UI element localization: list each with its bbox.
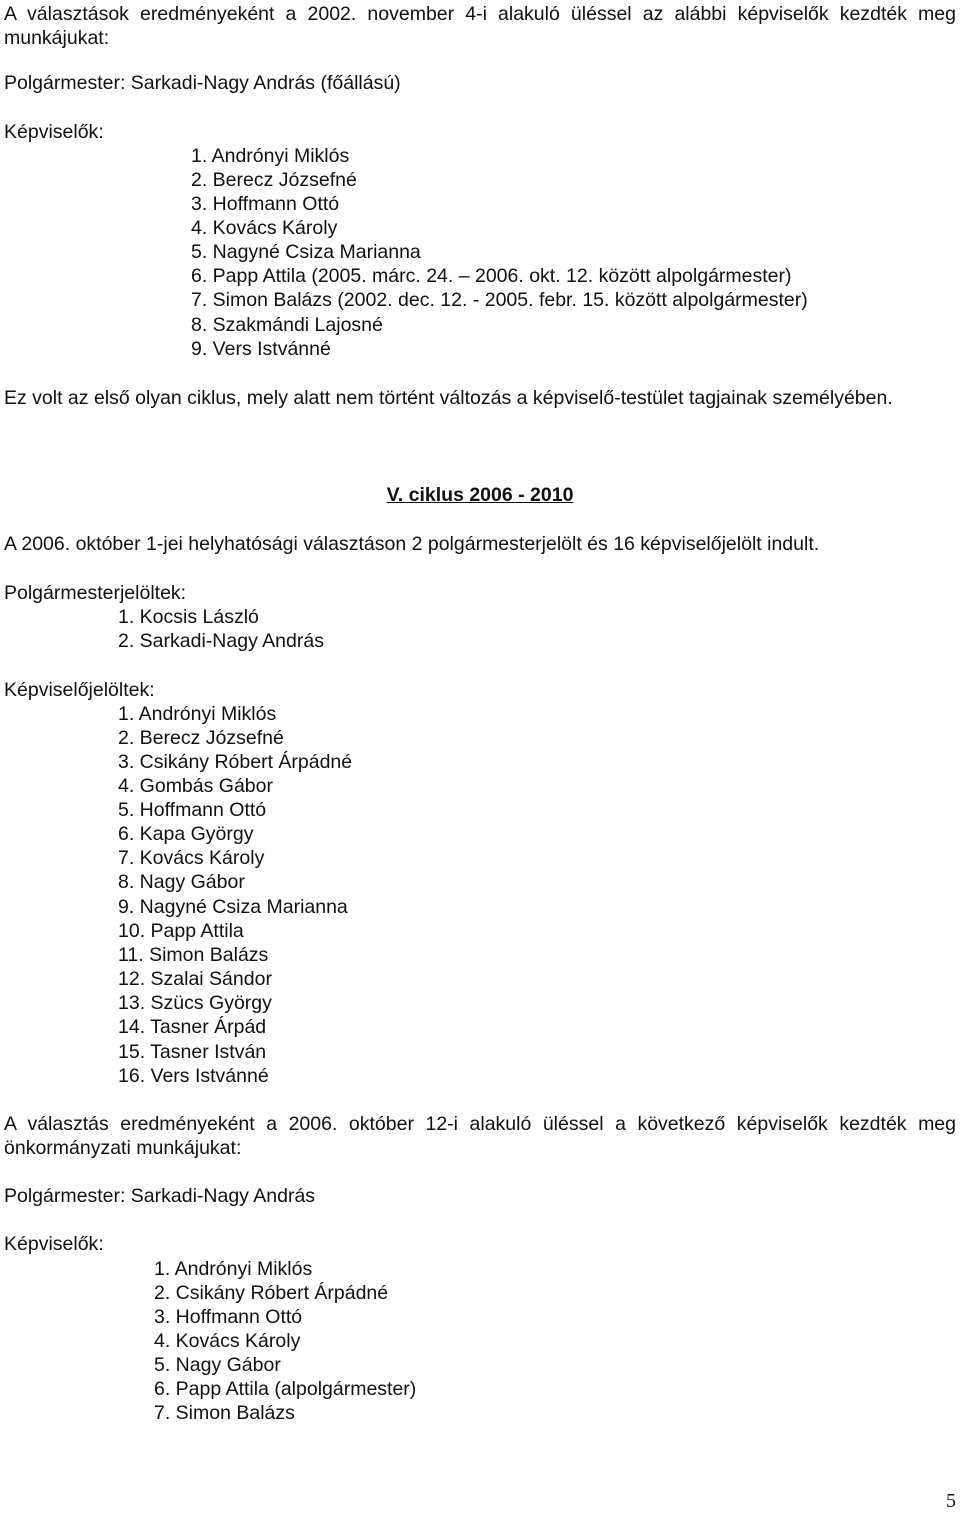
list-item: 3. Hoffmann Ottó <box>191 193 340 215</box>
list-item: 2. Berecz Józsefné <box>191 169 357 191</box>
list-item: 4. Kovács Károly <box>154 1330 301 1352</box>
election-text: A 2006. október 1-jei helyhatósági választáson 2 polgármesterjelölt és 16 képviselőjelölt indult. <box>4 533 820 555</box>
list-item: 6. Papp Attila (2005. márc. 24. – 2006. okt. 12. között alpolgármester) <box>191 265 792 287</box>
list-item: 5. Nagy Gábor <box>154 1354 281 1376</box>
list-item: 9. Vers Istvánné <box>191 338 331 360</box>
list-item: 4. Kovács Károly <box>191 217 338 239</box>
list-item: 5. Nagyné Csiza Marianna <box>191 241 421 263</box>
list-item: 8. Nagy Gábor <box>118 871 245 893</box>
list-item: 3. Csikány Róbert Árpádné <box>118 751 353 773</box>
rep-candidates-label: Képviselőjelöltek: <box>4 679 155 701</box>
list-item: 14. Tasner Árpád <box>118 1016 267 1038</box>
list-item: 10. Papp Attila <box>118 920 244 942</box>
list-item: 11. Simon Balázs <box>118 944 269 966</box>
list-item: 16. Vers Istvánné <box>118 1065 269 1087</box>
list-item: 1. Kocsis László <box>118 606 259 628</box>
list-item: 1. Andrónyi Miklós <box>118 703 277 725</box>
list-item: 15. Tasner István <box>118 1041 267 1063</box>
result-paragraph: A választás eredményeként a 2006. október 12-i alakuló üléssel a következő képviselők kezdték meg önkormányzati munkájukat: <box>4 1113 956 1159</box>
reps-label: Képviselők: <box>4 121 104 143</box>
section-title: V. ciklus 2006 - 2010 <box>386 484 574 506</box>
list-item: 7. Simon Balázs <box>154 1402 295 1424</box>
list-item: 8. Szakmándi Lajosné <box>191 314 383 336</box>
page-number: 5 <box>946 1490 956 1512</box>
list-item: 4. Gombás Gábor <box>118 775 273 797</box>
list-item: 3. Hoffmann Ottó <box>154 1306 303 1328</box>
list-item: 2. Berecz Józsefné <box>118 727 284 749</box>
list-item: 2. Csikány Róbert Árpádné <box>154 1282 389 1304</box>
list-item: 6. Kapa György <box>118 823 254 845</box>
list-item: 12. Szalai Sándor <box>118 968 272 990</box>
intro-paragraph: A választások eredményeként a 2002. november 4-i alakuló üléssel az alábbi képviselők kezdték meg munkájukat: <box>4 3 956 49</box>
note-paragraph: Ez volt az első olyan ciklus, mely alatt nem történt változás a képviselő-testület tagjainak személyében. <box>4 387 893 409</box>
list-item: 5. Hoffmann Ottó <box>118 799 267 821</box>
mayor-line: Polgármester: Sarkadi-Nagy András (főállású) <box>4 72 401 94</box>
mayor-candidates-label: Polgármesterjelöltek: <box>4 582 187 604</box>
list-item: 2. Sarkadi-Nagy András <box>118 630 324 652</box>
list-item: 9. Nagyné Csiza Marianna <box>118 896 348 918</box>
list-item: 7. Kovács Károly <box>118 847 265 869</box>
list-item: 1. Andrónyi Miklós <box>154 1258 313 1280</box>
list-item: 1. Andrónyi Miklós <box>191 145 350 167</box>
list-item: 13. Szücs György <box>118 992 272 1014</box>
mayor-line: Polgármester: Sarkadi-Nagy András <box>4 1185 316 1207</box>
reps-label: Képviselők: <box>4 1233 104 1255</box>
list-item: 7. Simon Balázs (2002. dec. 12. - 2005. febr. 15. között alpolgármester) <box>191 289 808 311</box>
list-item: 6. Papp Attila (alpolgármester) <box>154 1378 417 1400</box>
